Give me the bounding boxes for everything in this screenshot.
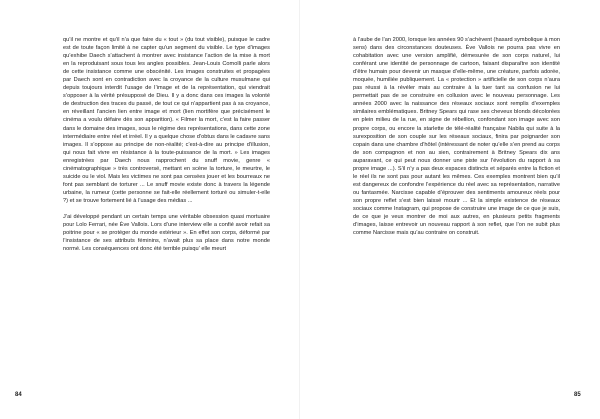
- right-page-number: 85: [574, 392, 581, 398]
- left-paragraph-1: qu’il ne montre et qu’il n’a que faire du « tout » (du tout visible), puisque le cadre est de toute façon limité à ne capter qu’un segment du visible. Le type d’images qu’exhibe Daech s’attachent à montrer avec insistance l’action de la mise à mort en la reproduisant sous tous les angles possibles. Jean-Louis Comolli parle alors de cette insistance comme une obscénité. Les images construites et propagées par Daech sont en contradiction avec la croyance de la culture musulmane qui depuis toujours interdit l’usage de l’image et de la représentation, qui viendrait s’opposer à la vérité présupposé de Dieu. Il y a donc dans ces images la volonté de destruction des traces du passé, de tout ce qui n’appartient pas à sa croyance, en réveillant l’ancien lien entre image et mort (lien mortifère que précisément le cinéma a voulu défaire dès son apparition). « Filmer la mort, c’est la faire passer dans le domaine des images, sous le régime des représentations, dans cette zone intermédiaire entre réel et irréel. Il y a quelque chose d’obtus dans le cadavre sans images. Il s’oppose au principe de non-réalité; c’est-à-dire au principe d’illusion, qui nous fait vivre en résistance à la toute-puissance de la mort. » Les images enregistrées par Daech nous rapprochent du snuff movie, genre « cinématographique » très controversé, mettant en scène la torture, le meurtre, le suicide ou le viol. Mais les victimes ne sont pas censées jouer et les bourreaux ne font pas semblant de torturer ... Le snuff movie existe donc à travers la légende urbaine, la rumeur (cette personne se fait-elle réellement torturé ou simuler-t-elle ?) et se trouve fortement lié à l’usage des médias ...: [63, 37, 270, 204]
- left-text-column: [63, 36, 270, 253]
- left-paragraph-2: J’ai développé pendant un certain temps une véritable obsession quasi mortuaire pour Lolo Ferrari, née Ève Vallois. Lors d’une interview elle a confié avoir refait sa poitrine pour « se protéger du monde extérieur ». En effet son corps, déformé par l’insistance de ses attributs féminins, n’avait plus sa place dans notre monde normé. Les conséquences ont donc été terrible puisqu’ elle meurt: [63, 213, 270, 253]
- right-page: [300, 0, 600, 419]
- right-paragraph-1: à l’aube de l’an 2000, lorsque les années 90 s’achèvent (hasard symbolique à mon sens) dans des circonstances douteuses. Ève Vallois ne pourra pas vivre en cohabitation avec une version amplifié, démesurée de son corps naturel, lui conférant une identité de personnage de cartoon, faisant disparaître son identité d’être humain pour devenir un masque d’elle-même, une créature, parfois adorée, moquée, humiliée publiquement. La « protection » artificielle de son corps n’aura pas réussi à la révéler mais au contraire à la tuer tant sa confusion ne lui permettait pas de se construire en collusion avec le nouveau personnage. Les années 2000 avec la naissance des réseaux sociaux sont remplis d’exemples similaires emblématiques. Britney Spears qui rase ses cheveux blonds décolorées en plein milieu de la rue, en signe de rébellion, confondant son image avec son propre corps, ou encore la starlette de télé-réalité française Nabila qui suite à la surexposition de son couple sur les réseaux sociaux, finira par poignarder son copain dans une chambre d’hôtel (intéressant de noter qu’elle s’en prend au corps de son compagnon et non au sien, contrairement à Britney Spears dix ans auparavant, ce qui peut nous donner une piste sur l’évolution du rapport à sa propre image ...). S’il n’y a pas deux espaces distincts et séparés entre la fiction et le réel ils ne sont pas pour autant les mêmes. Ces exemples montrent bien qu’il est dangereux de confondre l’expérience du réel avec sa représentation, narrative ou fantasmée. Narcisse capable d’éprouver des sentiments amoureux réels pour son propre reflet s’est bien laissé mourir ... Et la simple existence de réseaux sociaux comme Instagram, qui propose de construire une image de ce que je suis, de ce que je veux montrer de moi aux autres, en plusieurs petits fragments d’images, laisse entrevoir un nouveau rapport à son reflet, que l’on ne subit plus comme Narcisse mais qu’au contraire on construit.: [353, 37, 560, 237]
- right-text-column: [353, 36, 560, 237]
- left-page-number: 84: [15, 392, 22, 398]
